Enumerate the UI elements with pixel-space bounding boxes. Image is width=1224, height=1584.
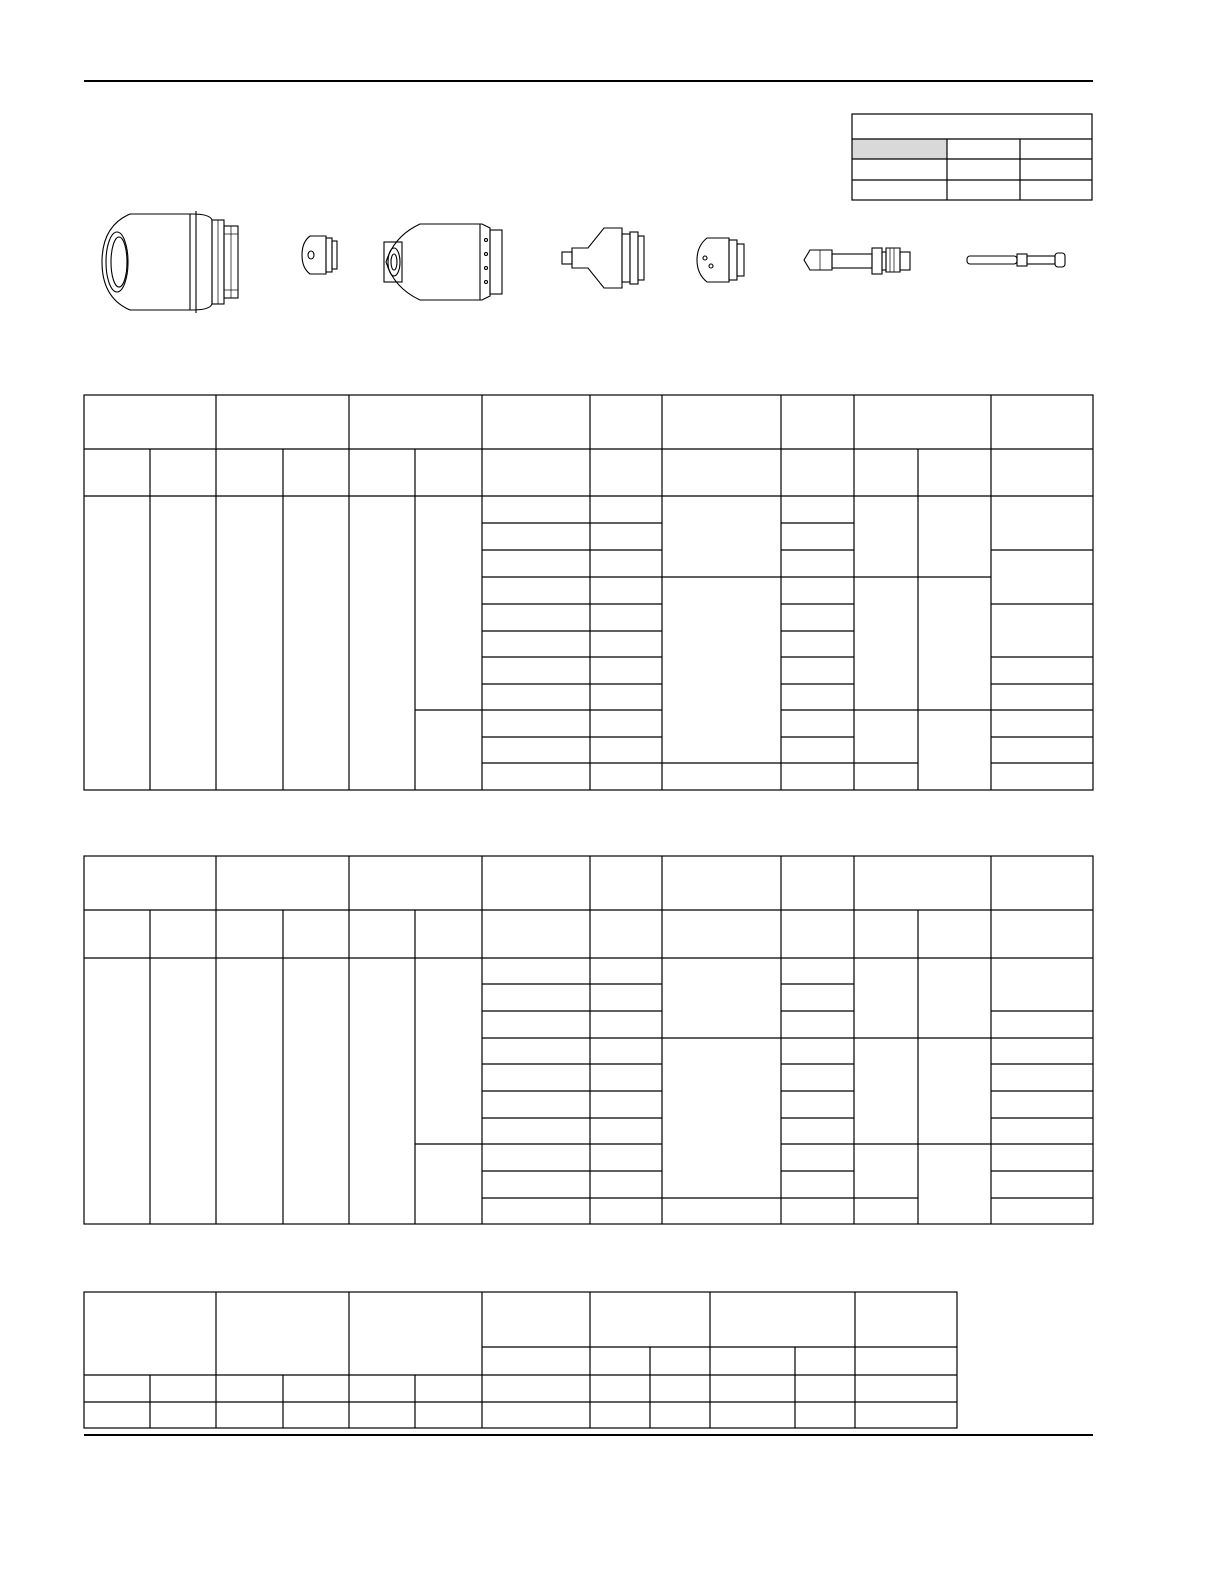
footer-rule [84, 1434, 1093, 1436]
